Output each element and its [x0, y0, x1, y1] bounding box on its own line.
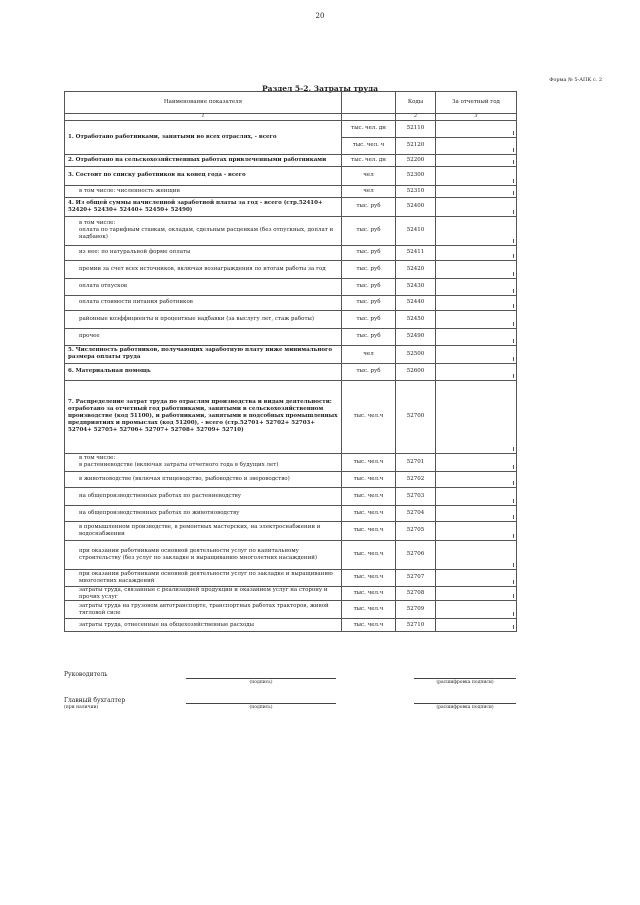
- header-code: Коды: [396, 92, 436, 114]
- row-unit: тыс. руб: [342, 197, 396, 216]
- row-name: 4. Из общей суммы начисленной заработной платы за год - всего (стр.52410+ 52420+ 52430+ 52440+ 52450+ 52490): [65, 197, 342, 216]
- table-row: [65, 380, 517, 453]
- row-unit: тыс. чел.ч: [342, 453, 396, 471]
- row-value-cell[interactable]: [436, 540, 517, 569]
- row-unit: тыс. руб: [342, 310, 396, 328]
- row-code: 52430: [396, 278, 436, 295]
- row-name: на общепроизводственных работах по животноводству: [65, 505, 342, 521]
- row-value-cell[interactable]: [436, 505, 517, 521]
- table-row: [65, 216, 517, 245]
- table-row: [65, 166, 517, 185]
- table-row: [65, 471, 517, 487]
- row-code: 52410: [396, 216, 436, 245]
- row-code: 52440: [396, 295, 436, 310]
- head-sign-caption: (подпись): [249, 680, 273, 685]
- row-code: 52700: [396, 380, 436, 453]
- row-name: в промышленном производстве, в ремонтных мастерских, на электроснабжении и водоснабжении: [65, 521, 342, 540]
- table-row: [65, 505, 517, 521]
- table-row: [65, 363, 517, 380]
- row-unit: тыс. чел. ч: [342, 137, 396, 154]
- row-code: 52706: [396, 540, 436, 569]
- row-code: 52420: [396, 260, 436, 278]
- accountant-sign-line[interactable]: [186, 703, 336, 704]
- table-row: [65, 540, 517, 569]
- row-name: в том числе: численность женщин: [65, 185, 342, 197]
- row-value-cell[interactable]: [436, 471, 517, 487]
- row-unit: тыс. чел.ч: [342, 521, 396, 540]
- row-code: 52310: [396, 185, 436, 197]
- row-code: 52120: [396, 137, 436, 154]
- row-value-cell[interactable]: [436, 521, 517, 540]
- table-row: [65, 278, 517, 295]
- row-unit: тыс. чел.ч: [342, 505, 396, 521]
- row-unit: тыс. руб: [342, 328, 396, 345]
- table-row: [65, 487, 517, 505]
- row-name: прочее: [65, 328, 342, 345]
- row-value-cell[interactable]: [436, 569, 517, 586]
- row-unit: тыс. чел.ч: [342, 601, 396, 619]
- row-code: 52704: [396, 505, 436, 521]
- accountant-decode-caption: (расшифровка подписи): [436, 705, 494, 710]
- row-name: 2. Отработано на сельскохозяйственных работах привлеченными работниками: [65, 154, 342, 166]
- row-code: 52110: [396, 120, 436, 137]
- row-name: 1. Отработано работниками, занятыми во всех отраслях, - всего: [65, 120, 342, 154]
- table-row: [65, 328, 517, 345]
- row-name: оплата стоимости питания работников: [65, 295, 342, 310]
- head-sign-line[interactable]: [186, 678, 336, 679]
- row-value-cell[interactable]: [436, 185, 517, 197]
- row-name: затраты труда, связанные с реализацией продукции и оказанием услуг на сторону и прочих услуг: [65, 586, 342, 601]
- row-name: 3. Состоит по списку работников на конец года - всего: [65, 166, 342, 185]
- row-name: затраты труда, отнесенные на общехозяйственные расходы: [65, 619, 342, 632]
- table-row: [65, 185, 517, 197]
- row-name: оплата отпусков: [65, 278, 342, 295]
- row-value-cell[interactable]: [436, 601, 517, 619]
- header-unit: [342, 92, 396, 114]
- table-row: [65, 260, 517, 278]
- row-name: 7. Распределение затрат труда по отраслям производства и видам деятельности: отработано за отчетный год работниками, занятыми в сельскохозяйственном производстве (код 51100), и работниками, занятыми в подсобных промышленных предприятиях и промыслах (код 51200), - всего (стр.52701+ 52702+ 52703+ 52704+ 52705+ 52706+ 52707+ 52708+ 52709+ 52710): [65, 380, 342, 453]
- row-value-cell[interactable]: [436, 278, 517, 295]
- row-code: 52411: [396, 245, 436, 260]
- col-number-2: 2: [396, 114, 436, 121]
- row-value-cell[interactable]: [436, 295, 517, 310]
- row-value-cell[interactable]: [436, 310, 517, 328]
- row-code: 52705: [396, 521, 436, 540]
- row-value-cell[interactable]: [436, 380, 517, 453]
- row-name: затраты труда на грузовом автотранспорте, транспортных работах тракторов, живой тягловой силе: [65, 601, 342, 619]
- row-code: 52490: [396, 328, 436, 345]
- row-code: 52707: [396, 569, 436, 586]
- row-code: 52450: [396, 310, 436, 328]
- row-code: 52708: [396, 586, 436, 601]
- row-unit: тыс. чел. дн: [342, 154, 396, 166]
- row-value-cell[interactable]: [436, 245, 517, 260]
- col-number-1: 1: [65, 114, 342, 121]
- table-row: [65, 601, 517, 619]
- row-value-cell[interactable]: [436, 260, 517, 278]
- col-number-3: 3: [436, 114, 517, 121]
- row-code: 52600: [396, 363, 436, 380]
- table-row: [65, 345, 517, 363]
- row-unit: тыс. руб: [342, 363, 396, 380]
- table-row: [65, 569, 517, 586]
- row-unit: тыс. руб: [342, 278, 396, 295]
- row-unit: тыс. чел.ч: [342, 569, 396, 586]
- row-name: в том числе: в растениеводстве (включая затраты отчетного года в будущих лет): [65, 453, 342, 471]
- row-code: 52300: [396, 166, 436, 185]
- row-unit: тыс. руб: [342, 295, 396, 310]
- row-value-cell[interactable]: [436, 216, 517, 245]
- row-unit: чел: [342, 345, 396, 363]
- row-value-cell[interactable]: [436, 487, 517, 505]
- row-name: в том числе: оплата по тарифным ставкам, окладам, сдельным расценкам (без отпускных, доплат и надбавок): [65, 216, 342, 245]
- accountant-label: Главный бухгалтер: [64, 697, 126, 704]
- row-name: 5. Численность работников, получающих заработную плату ниже минимального размера оплаты труда: [65, 345, 342, 363]
- form-code: Форма № 5-АПК с. 2: [549, 77, 602, 83]
- row-code: 52703: [396, 487, 436, 505]
- row-name: при оказании работниками основной деятельности услуг по закладке и выращиванию многолетних насаждений: [65, 569, 342, 586]
- row-value-cell[interactable]: [436, 137, 517, 154]
- row-unit: тыс. чел.ч: [342, 619, 396, 632]
- row-value-cell[interactable]: [436, 619, 517, 632]
- row-unit: тыс. чел.ч: [342, 487, 396, 505]
- row-value-cell[interactable]: [436, 363, 517, 380]
- col-number-unit: [342, 114, 396, 121]
- row-name: из нее: по натуральной форме оплаты: [65, 245, 342, 260]
- row-name: премии за счет всех источников, включая вознаграждения по итогам работы за год: [65, 260, 342, 278]
- row-name: 6. Материальная помощь: [65, 363, 342, 380]
- head-label: Руководитель: [64, 671, 108, 678]
- row-unit: тыс. чел.ч: [342, 471, 396, 487]
- row-value-cell[interactable]: [436, 154, 517, 166]
- row-name: на общепроизводственных работах по растениеводству: [65, 487, 342, 505]
- section-title: Раздел 5-2. Затраты труда: [261, 84, 379, 93]
- row-value-cell[interactable]: [436, 166, 517, 185]
- table-row: [65, 619, 517, 632]
- row-unit: чел: [342, 185, 396, 197]
- head-decode-caption: (расшифровка подписи): [436, 680, 494, 685]
- table-row: [65, 521, 517, 540]
- row-unit: тыс. руб: [342, 245, 396, 260]
- row-unit: тыс. чел.ч: [342, 586, 396, 601]
- table-row: [65, 197, 517, 216]
- head-decode-line[interactable]: [414, 678, 516, 679]
- row-code: 52709: [396, 601, 436, 619]
- row-value-cell[interactable]: [436, 453, 517, 471]
- row-name: в животноводстве (включая птицеводство, рыбоводство и звероводство): [65, 471, 342, 487]
- row-code: 52701: [396, 453, 436, 471]
- row-name: районные коэффициенты и процентные надбавки (за выслугу лет, стаж работы): [65, 310, 342, 328]
- row-unit: тыс. чел. дн: [342, 120, 396, 137]
- row-value-cell[interactable]: [436, 120, 517, 137]
- labor-costs-table: [64, 91, 517, 632]
- accountant-sub: (при наличии): [64, 705, 99, 710]
- accountant-sign-caption: (подпись): [249, 705, 273, 710]
- table-row: [65, 295, 517, 310]
- row-value-cell[interactable]: [436, 197, 517, 216]
- header-value: За отчетный год: [436, 92, 517, 114]
- row-code: 52710: [396, 619, 436, 632]
- page-number: 20: [315, 12, 325, 20]
- table-row: [65, 586, 517, 601]
- row-code: 52500: [396, 345, 436, 363]
- row-code: 52400: [396, 197, 436, 216]
- table-header-row: [65, 92, 517, 114]
- row-unit: тыс. чел.ч: [342, 540, 396, 569]
- column-number-row: [65, 114, 517, 121]
- table-row: [65, 154, 517, 166]
- row-unit: тыс. руб: [342, 216, 396, 245]
- row-code: 52200: [396, 154, 436, 166]
- table-row: [65, 310, 517, 328]
- table-row: [65, 245, 517, 260]
- table-row: [65, 453, 517, 471]
- row-value-cell[interactable]: [436, 586, 517, 601]
- row-unit: тыс. чел.ч: [342, 380, 396, 453]
- accountant-decode-line[interactable]: [414, 703, 516, 704]
- row-value-cell[interactable]: [436, 345, 517, 363]
- row-value-cell[interactable]: [436, 328, 517, 345]
- table-row: [65, 120, 517, 137]
- row-code: 52702: [396, 471, 436, 487]
- row-unit: чел: [342, 166, 396, 185]
- row-name: при оказании работниками основной деятельности услуг по капитальному строительству (без услуг по закладке и выращиванию многолетних насаждений): [65, 540, 342, 569]
- row-unit: тыс. руб: [342, 260, 396, 278]
- header-name: Наименование показателя: [65, 92, 342, 114]
